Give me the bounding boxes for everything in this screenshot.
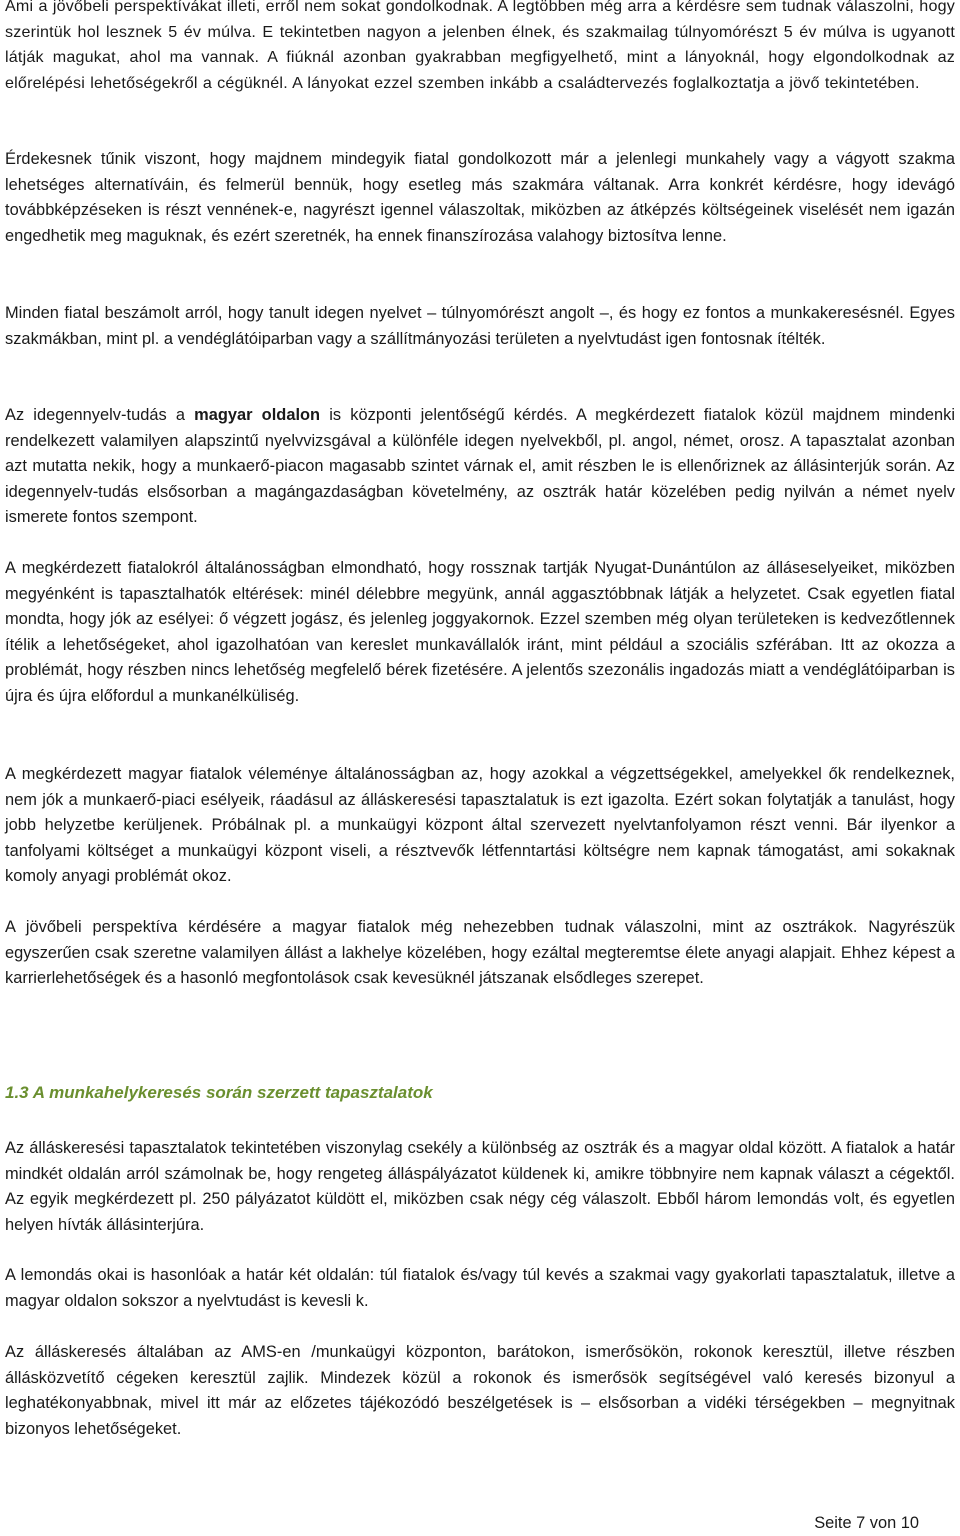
paragraph-language-hungary xyxy=(5,403,955,531)
paragraph-language-skills: Minden fiatal beszámolt arról, hogy tanult idegen nyelvet – túlnyomórészt angolt –, és hogy ez fontos a munkakeresésnél. Egyes szakmákban, mint pl. a vendéglátóiparban vagy a szállítmányozási területen a nyelvtudást igen fontosnak ítélték. xyxy=(5,304,955,348)
paragraph-career-alternatives: Érdekesnek tűnik viszont, hogy majdnem mindegyik fiatal gondolkozott már a jelenlegi munkahely vagy a vágyott szakma lehetséges alternatíváin, és felmerül bennük, hogy esetleg más szakmára váltanak. Arra konkrét kérdésre, hogy idevágó továbbképzéseken is részt vennének-e, nagyrészt igennel válaszoltak, miközben az átképzés költségeinek viselését nem igazán engedhetik meg maguknak, és ezért szeretnék, ha ennek finanszírozása valahogy biztosítva lenne. xyxy=(5,150,955,245)
emphasized-text: magyar oldalon xyxy=(194,406,321,424)
paragraph-job-chances: A megkérdezett fiatalokról általánosságban elmondható, hogy rossznak tartják Nyugat-Dunántúlon az álláseselyeiket, miközben megyénként is tapasztalhatók eltérések: minél délebbre megyünk, annál aggasztóbbnak látják a helyzetet. Csak egyetlen fiatal mondta, hogy jók az esélyei: ő végzett jogász, és jelenleg joggyakornok. Ezzel szemben még olyan területeken is kedvezőtlennek ítélik a lehetőségeket, ahol igazolhatóan van kereslet munkavállalók iránt, mint például a szociális szférában. Itt az okozza a problémát, hogy részben nincs lehetőség megfelelő bérek fizetésére. A jelentős szezonális ingadozás miatt a vendéglátóiparban is újra és újra előfordul a munkanélküliség. xyxy=(5,559,955,705)
paragraph-text: Az idegennyelv-tudás a xyxy=(5,406,195,424)
paragraph-rejection-reasons: A lemondás okai is hasonlóak a határ két oldalán: túl fiatalok és/vagy túl kevés a szakmai vagy gyakorlati tapasztalatuk, illetve a magyar oldalon sokszor a nyelvtudást is kevesli k. xyxy=(5,1266,955,1310)
paragraph-job-search-experience: Az álláskeresési tapasztalatok tekintetében viszonylag csekély a különbség az osztrák és a magyar oldal között. A fiatalok a határ mindkét oldalán arról számolnak be, hogy rengeteg álláspályázatot küldenek ki, amikre többnyire nem kapnak választ a cégektől. Az egyik megkérdezett pl. 250 pályázatot küldött el, miközben csak négy cég válaszolt. Ebből három lemondás volt, és egyetlen helyen hívták állásinterjúra. xyxy=(5,1139,955,1234)
paragraph-text: is központi jelentőségű kérdés. A megkérdezett fiatalok közül majdnem mindenki rendelkezett valamilyen alapszintű nyelvvizsgával a különféle idegen nyelvekből, pl. angol, német, orosz. A tapasztalat azonban azt mutatta nekik, hogy a munkaerő-piacon magasabb szintet várnak el, amit részben le is ellenőriznek az állásinterjúk során. Az idegennyelv-tudás elsősorban a magángazdaságban követelmény, az osztrák határ közelében pedig nyilván a német nyelv ismerete fontos szempont. xyxy=(5,406,955,527)
paragraph-future-perspective-hungary: A jövőbeli perspektíva kérdésére a magyar fiatalok még nehezebben tudnak válaszolni, mint az osztrákok. Nagyrészük egyszerűen csak szeretne valamilyen állást a lakhelye közelében, hogy ezáltal megteremtse élete anyagi alapjait. Ehhez képest a karrierlehetőségek és a hasonló megfontolások csak kevesüknél játszanak elsődleges szerepet. xyxy=(5,918,955,988)
section-heading: 1.3 A munkahelykeresés során szerzett tapasztalatok xyxy=(5,1083,433,1102)
page-number-footer: Seite 7 von 10 xyxy=(814,1514,919,1532)
paragraph-job-search-channels: Az álláskeresés általában az AMS-en /munkaügyi központon, barátokon, ismerősökön, rokonok keresztül, illetve részben állásközvetítő cégeken keresztül zajlik. Mindezek közül a rokonok és ismerősök segítségével való keresés bizonyul a leghatékonyabbnak, mivel itt már az előzetes tájékozódó beszélgetések is – elsősorban a vidéki térségekben – megnyitnak bizonyos lehetőségeket. xyxy=(5,1343,955,1438)
paragraph-hungarian-youth-opinion: A megkérdezett magyar fiatalok véleménye általánosságban az, hogy azokkal a végzettségekkel, amelyekkel ők rendelkeznek, nem jók a munkaerő-piaci esélyeik, ráadásul az álláskeresési tapasztalatuk is ezt igazolta. Ezért sokan folytatják a tanulást, hogy jobb helyzetbe kerüljenek. Próbálnak pl. a munkaügyi központ által szervezett nyelvtanfolyamon részt venni. Bár ilyenkor a tanfolyami költséget a munkaügyi központ viseli, a résztvevők létfenntartási költségre nem kapnak támogatást, ami sokaknak komoly anyagi problémát okoz. xyxy=(5,765,955,886)
paragraph-perspectives-austria: Ami a jövőbeli perspektívákat illeti, erről nem sokat gondolkodnak. A legtöbben még arra a kérdésre sem tudnak válaszolni, hogy szerintük hol lesznek 5 év múlva. E tekintetben nagyon a jelenben élnek, és szakmailag túlnyomórészt 5 év múlva is ugyanott látják magukat, ahol ma vannak. A fiúknál azonban gyakrabban megfigyelhető, mint a lányoknál, hogy elgondolkodnak az előrelépési lehetőségekről a cégüknél. A lányokat ezzel szemben inkább a családtervezés foglalkoztatja a jövő tekintetében. xyxy=(5,0,955,92)
